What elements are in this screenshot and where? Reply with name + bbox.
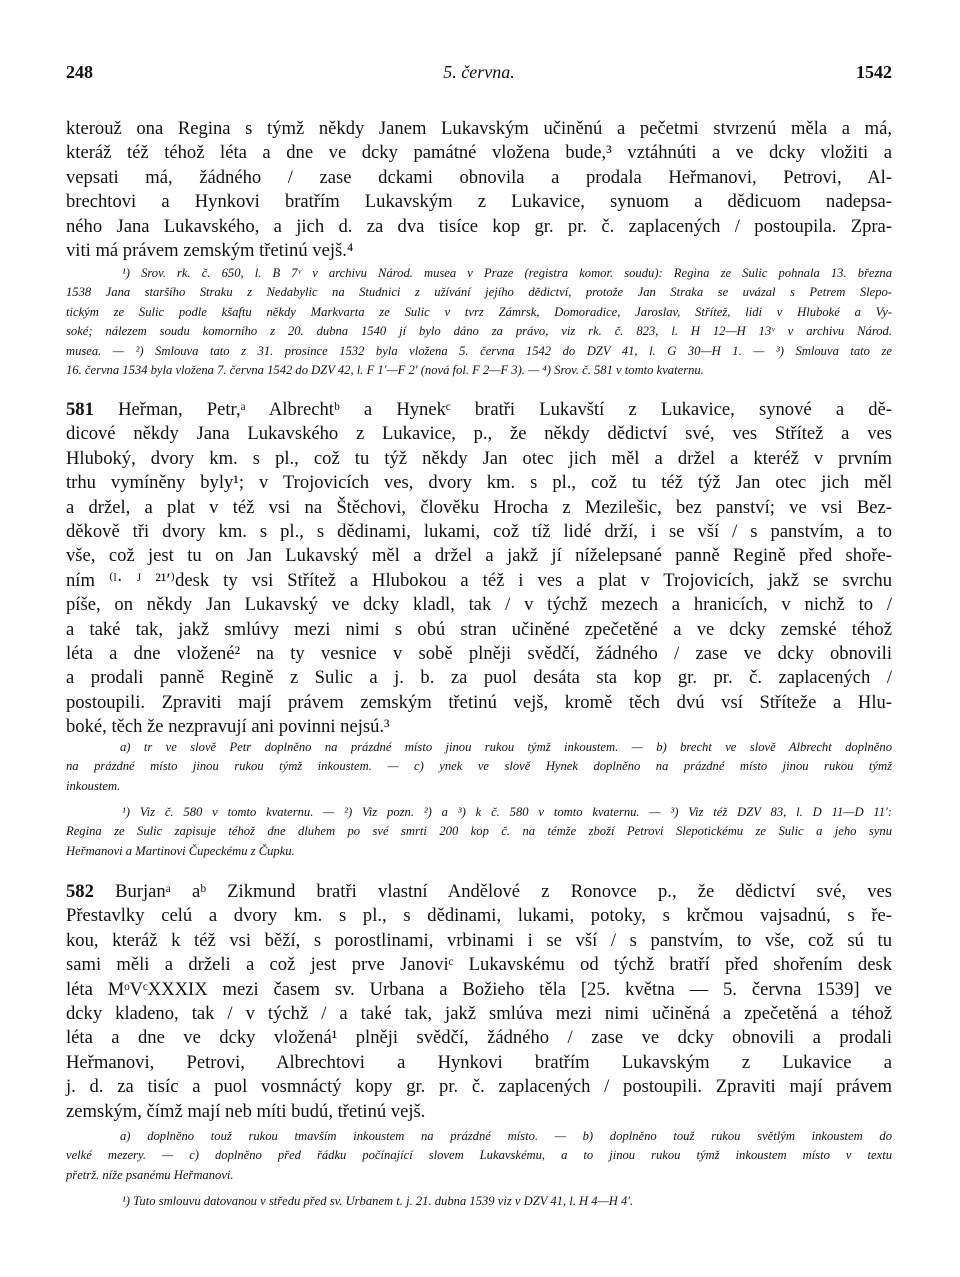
footnote-line: musea. — ²) Smlouva tato z 31. prosince 1532 byla vložena 5. června 1542 do DZV 41, l. G 30—H 1. — ³) Smlouva tato ze	[66, 343, 892, 358]
text-line: postoupili. Zpraviti mají právem zemským třetinú vejš, kromě těch dvú vsí Střítеže a Hlu-	[66, 691, 892, 713]
footnote-line: 16. června 1534 byla vložena 7. června 1542 do DZV 42, l. F 1′—F 2′ (nová fol. F 2—F 3). — ⁴) Srov. č. 581 v tomto kvaternu.	[66, 363, 704, 378]
entry-first-line	[66, 398, 892, 422]
footnote-line: soké; nálezem soudu komorního z 20. dubna 1540 jí bylo dáno za právo, viz rk. č. 823, l. H 12—H 13ᵛ v archivu Národ.	[66, 324, 892, 339]
footnote-line: tickým ze Sulic podle kšaftu někdy Markvarta ze Sulic v tvrz Zámrsk, Domoradice, Jaroslav, Střítež, lidi v Hluboké a Vy-	[66, 304, 892, 319]
text-line: ného Jana Lukavského, a jich d. za dva tisíce kop gr. pr. č. zaplacených / postoupila. Zpra-	[66, 215, 892, 237]
text-line: léta a dne ve dcky vložená¹ plněji svědčí, žádného / zase ve dcky obnovili a prodali	[66, 1027, 892, 1049]
text-line: boké, těch že nezpravují ani povinni nejsú.³	[66, 716, 390, 738]
header-year: 1542	[856, 62, 892, 82]
note-line: inkoustem.	[66, 778, 121, 793]
text-line: Heřman, Petr,ᵃ Albrechtᵇ a Hynekᶜ bratři Lukavští z Lukavice, synové a dě-	[118, 399, 892, 420]
entry-581	[66, 398, 892, 739]
footnote-line: ¹) Srov. rk. č. 650, l. B 7ᵛ v archivu Národ. musea v Praze (registra komor. soudu): Regina ze Sulic pohnala 13. března	[122, 266, 892, 280]
text-line: j. d. za tisíc a puol vosmnáctý kopy gr. pr. č. zaplacených / postoupili. Zpraviti mají právem	[66, 1076, 892, 1098]
header-date: 5. června.	[443, 62, 515, 82]
text-line: viti má právem zemským třetinú vejš.⁴	[66, 239, 354, 261]
page-number: 248	[66, 62, 93, 82]
entry-581-footnotes	[66, 803, 892, 861]
note-line: a) doplněno touž rukou tmavším inkoustem na prázdné místo. — b) doplněno touž rukou světlým inkoustem do	[120, 1129, 892, 1143]
text-line: vše, což jest tu on Jan Lukavský měl a držel a jakž jí níželepsané panně Regině před shoře-	[66, 545, 892, 567]
text-line: a také tak, jakž smlúvy mezi nimi s obú stran učiněné zpečetěné a ve dcky zemské téhož	[66, 618, 892, 640]
footnote-line: Heřmanovi a Martinovi Čupeckému z Čupku.	[66, 843, 295, 858]
text-line: zemským, čímž mají neb míti budú, třetinú vejš.	[66, 1100, 426, 1122]
text-line: kou, kteráž k též vsi běží, s porostlinami, vrbinami i se vší / s panstvím, to vše, což sú tu	[66, 929, 892, 951]
entry-number: 581	[66, 399, 94, 420]
running-header	[66, 62, 892, 88]
text-line: léta a dne vložené² na ty vesnice v sobě plněji svědčí, žádného / zase ve dcky obnovili	[66, 642, 892, 664]
text-line: Hluboký, dvory km. s pl., což tu týž někdy Jan otec jich měl a držel a kteréž v prvním	[66, 447, 892, 469]
footnote-line: ¹) Viz č. 580 v tomto kvaternu. — ²) Viz pozn. ²) a ³) k č. 580 v tomto kvaternu. — ³) Viz též DZV 83, l. D 11—D 11′:	[122, 805, 892, 819]
text-line: a držel, a plat v též vsi na Štěchovi, člověku Hrocha z Mezilešic, bez panství; ve vsi Bez-	[66, 496, 892, 518]
continuation-text	[66, 117, 892, 263]
note-line: přetrž. níže psanému Heřmanovi.	[66, 1167, 234, 1182]
text-line: a prodali panně Regině z Sulic a j. b. za puol desáta sta kop gr. pr. č. zaplacených /	[66, 667, 892, 689]
text-line: dcky kladeno, tak / v týchž / a také tak, jakž smlúva mezi nimi učiněná a zpečetěná a téhož	[66, 1002, 892, 1024]
text-line: dicové někdy Jana Lukavského z Lukavice, p., že někdy dědictví své, ves Střítež a ves	[66, 423, 892, 445]
entry-first-line	[66, 880, 892, 904]
text-line: Přestavlky celú a dvory km. s pl., s dědinami, lukami, potoky, s krčmou vajsadnú, s ře-	[66, 905, 892, 927]
entry-582-variant-notes	[66, 1127, 892, 1185]
footnote-line: 1538 Jana staršího Straku z Nedabylic na Studnici z užívání jejího dědictví, protože Jan Straka se uvázal s Petrem Slepo-	[66, 285, 892, 300]
text-line: píše, on někdy Jan Lukavský ve dcky kladl, tak / v týchž mezech a hranicích, v nichž to /	[66, 594, 892, 616]
text-line: Heřmanovi, Petrovi, Albrechtovi a Hynkovi bratřím Lukavským z Lukavice a	[66, 1051, 892, 1073]
entry-581-variant-notes	[66, 738, 892, 796]
entry-number: 582	[66, 881, 94, 902]
continuation-footnotes	[66, 264, 892, 380]
text-line: léta MᵒVᶜXXXIX mezi časem sv. Urbana a Božieho těla [25. května — 5. června 1539] ve	[66, 978, 892, 1000]
text-line: děkově tři dvory km. s pl., s dědinami, lukami, což tíž lidé drží, i se vší / s panstvím, a to	[66, 520, 892, 542]
text-line: Burjanᵃ aᵇ Zikmund bratři vlastní Andělové z Ronovce p., že dědictví své, ves	[115, 881, 892, 902]
text-line: ním ⁽ˡ· ᴶ ²¹′⁾desk ty vsi Střítež a Hlubokou a též i ves a plat v Trojovicích, jakž se svrchu	[66, 569, 892, 591]
entry-582	[66, 880, 892, 1124]
text-line: kterouž ona Regina s týmž někdy Janem Lukavským učiněnú a pečetmi stvrzenú měla a má,	[66, 118, 892, 139]
text-line: vepsati má, žádného / zase dckami obnovila a prodala Heřmanovi, Petrovi, Al-	[66, 166, 892, 188]
text-line: trhu vymíněny byly¹; v Trojovicích ves, dvory km. s pl., což tu též týž Jan otec jich měl	[66, 472, 892, 494]
entry-582-footnotes	[66, 1192, 892, 1211]
text-line: kteráž též téhož léta a dne ve dcky památné vložena bude,³ vztáhnúti a ve dcky vložiti a	[66, 142, 892, 164]
note-line: velké mezery. — c) doplněno před řádku počínající slovem Lukavskému, a to jinou rukou týmž inkoustem místo v textu	[66, 1148, 892, 1163]
text-line: brechtovi a Hynkovi bratřím Lukavským z Lukavice, synuom a dědicuom nadepsa-	[66, 191, 892, 213]
footnote-line: ¹) Tuto smlouvu datovanou v středu před sv. Urbanem t. j. 21. dubna 1539 viz v DZV 41, l. H 4—H 4′.	[122, 1194, 634, 1208]
note-line: na prázdné místo jinou rukou týmž inkoustem. — c) ynek ve slově Hynek doplněno na prázdné místo jinou rukou týmž	[66, 759, 892, 774]
note-line: a) tr ve slově Petr doplněno na prázdné místo jinou rukou týmž inkoustem. — b) brecht ve slově Albrecht doplněno	[120, 740, 892, 754]
footnote-line: Regina ze Sulic zapisuje téhož dne dluhem po své smrti 200 kop č. na témže zboží Petrovi Slepotickému ze Sulic a jeho synu	[66, 824, 892, 839]
text-line: sami měli a drželi a což jest prve Janoviᶜ Lukavskému od týchž bratří před shořením desk	[66, 954, 892, 976]
